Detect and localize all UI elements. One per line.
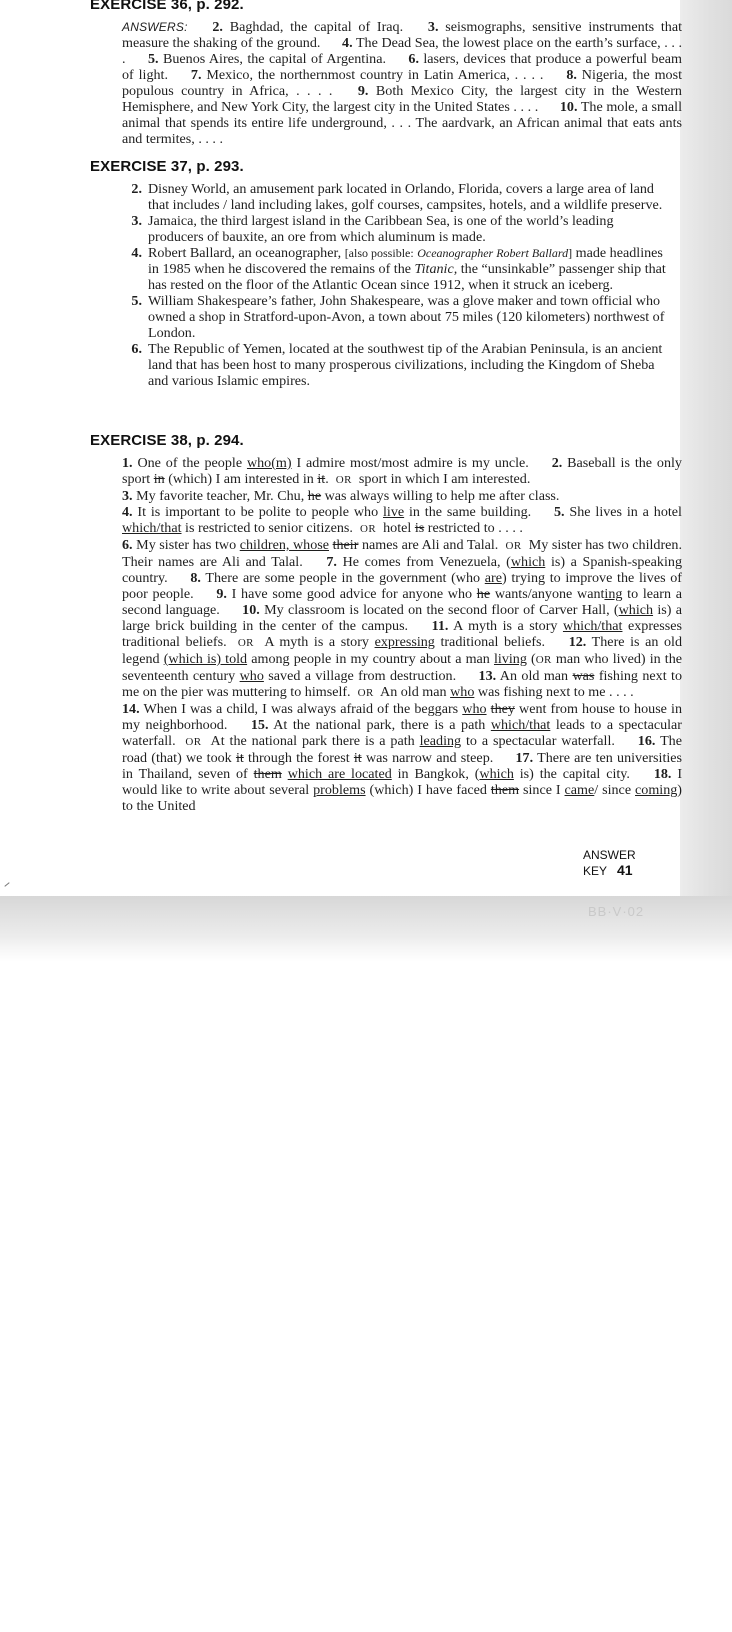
list-item: 4. Robert Ballard, an oceanographer, [also possible: Oceanographer Robert Ballard] made headlines in 1985 when he discovered the remains of the Titanic, the “unsinkable” passenger ship that has rested on the floor of the Atlantic Ocean since 1912, when it struck an iceberg. (131, 245, 666, 293)
faint-stamp: BB·V·02 (588, 904, 645, 919)
scan-shadow-right (680, 0, 732, 896)
page-number: 41 (617, 862, 633, 878)
exercise-38-answers: 1. One of the people who(m) I admire most/most admire is my uncle. 2. Baseball is the only sport in (which) I am interested in it. OR sport in which I am interested. 3. My favorite teacher, Mr. Chu, he was always willing to help me after class. 4. It is important to be polite to people who live in the same building. 5. She lives in a hotel which/that is restricted to senior citizens. OR hotel is restricted to . . . . 6. My sister has two children, whose their names are Ali and Talal. OR My sister has two children. Their names are Ali and Talal. 7. He comes from Venezuela, (which is) a Spanish-speaking country. 8. There are some people in the government (who are) trying to improve the lives of poor people. 9. I have some good advice for anyone who he wants/anyone wanting to learn a second language. 10. My classroom is located on the second floor of Carver Hall, (which is) a large brick building in the center of the campus. 11. A myth is a story which/that expresses traditional beliefs. OR A myth is a story expressing traditional beliefs. 12. There is an old legend (which is) told among people in my country about a man living (OR man who lived) in the seventeenth century who saved a village from destruction. 13. An old man was fishing next to me on the pier was muttering to himself. OR An old man who was fishing next to me . . . . 14. When I was a child, I was always afraid of the beggars who they went from house to house in my neighborhood. 15. At the national park, there is a path which/that leads to a spectacular waterfall. OR At the national park there is a path leading to a spectacular waterfall. 16. The road (that) we took it through the forest it was narrow and steep. 17. There are ten universities in Thailand, seven of them which are located in Bangkok, (which is) the capital city. 18. I would like to write about several problems (which) I have faced them since I came/ since coming) to the United (122, 455, 683, 814)
footer-label: ANSWER KEY (583, 848, 636, 878)
exercise-37-heading: EXERCISE 37, p. 293. (90, 158, 244, 175)
exercise-36-heading: EXERCISE 36, p. 292. (90, 0, 244, 13)
scan-shadow-fade (0, 948, 732, 962)
list-item: 2. Disney World, an amusement park located in Orlando, Florida, covers a large area of land that includes / land including lakes, golf courses, campsites, hotels, and a wildlife preserve. (131, 181, 663, 213)
answers-label: ANSWERS: (122, 20, 188, 34)
page-footer (583, 848, 680, 878)
exercise-38-heading: EXERCISE 38, p. 294. (90, 432, 244, 449)
list-item: 3. Jamaica, the third largest island in the Caribbean Sea, is one of the world’s leading producers of bauxite, an ore from which aluminum is made. (131, 213, 614, 245)
stray-mark (4, 882, 9, 887)
exercise-36-answers: ANSWERS: 2. Baghdad, the capital of Iraq. 3. seismographs, sensitive instruments that measure the shaking of the ground. 4. The Dead Sea, the lowest place on the earth’s surface, . . . . 5. Buenos Aires, the capital of Argentina. 6. lasers, devices that produce a powerful beam of light. 7. Mexico, the northernmost country in Latin America, . . . . 8. Nigeria, the most populous country in Africa, . . . . 9. Both Mexico City, the largest city in the Western Hemisphere, and New York City, the largest city in the United States . . . . 10. The mole, a small animal that spends its entire life underground, . . . The aardvark, an African animal that eats ants and termites, . . . . (122, 19, 682, 147)
exercise-37-list (122, 181, 672, 389)
list-item: 5. William Shakespeare’s father, John Shakespeare, was a glove maker and town official who owned a shop in Stratford-upon-Avon, a town about 75 miles (120 kilometers) northwest of London. (131, 293, 665, 341)
list-item: 6. The Republic of Yemen, located at the southwest tip of the Arabian Peninsula, is an ancient land that has been host to many prosperous civilizations, including the Kingdom of Sheba and various Islamic empires. (131, 341, 663, 389)
